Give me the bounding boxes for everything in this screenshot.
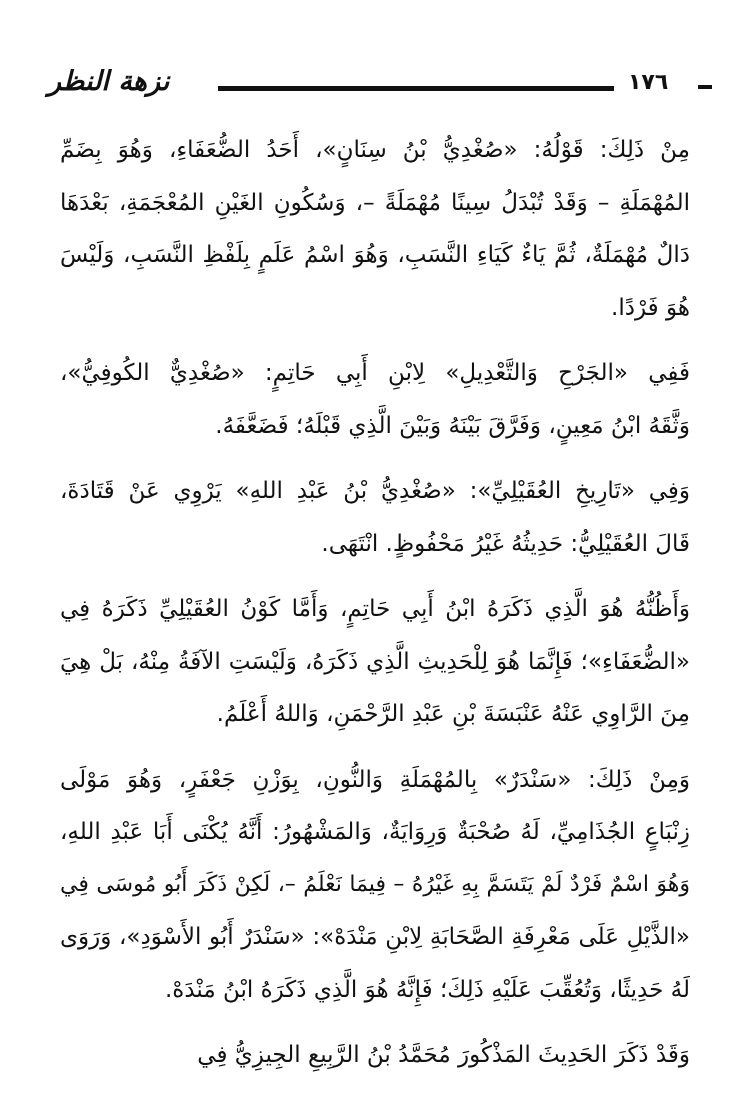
text-line: مِنَ الرَّاوِي عَنْهُ عَنْبَسَةَ بْنِ عَبْدِ الرَّحْمَنِ، وَاللهُ أَعْلَمُ. [216,701,690,727]
text-line: دَالٌ مُهْمَلَةٌ، ثُمَّ يَاءٌ كَيَاءِ النَّسَبِ، وَهُوَ اسْمُ عَلَمٍ بِلَفْظِ النَّسَبِ، وَلَيْسَ [60,242,690,268]
paragraph [60,583,690,741]
paragraph [60,124,690,334]
text-line: «الذَّيْلِ عَلَى مَعْرِفَةِ الصَّحَابَةِ لِابْنِ مَنْدَهْ»: «سَنْدَرٌ أَبُو الأَسْوَدِ»، وَرَوَى [60,924,690,950]
header-rule [218,86,614,91]
text-line: لَهُ حَدِيثًا، وَتُعُقِّبَ عَلَيْهِ ذَلِكَ؛ فَإِنَّهُ هُوَ الَّذِي ذَكَرَهُ ابْنُ مَنْدَهْ. [164,976,690,1003]
book-title: نزهة النظر [48,66,170,97]
text-line: وَفِي «تَارِيخِ العُقَيْلِيِّ»: «صُغْدِيُّ بْنُ عَبْدِ اللهِ» يَرْوِي عَنْ قَتَادَةَ، [60,478,690,504]
paragraph [60,465,690,570]
paragraph [60,754,690,1017]
text-line: قَالَ العُقَيْلِيُّ: حَدِيثُهُ غَيْرُ مَحْفُوظٍ. انْتَهَى. [321,530,690,557]
paragraph [60,347,690,452]
text-line: وَقَدْ ذَكَرَ الحَدِيثَ المَذْكُورَ مُحَمَّدُ بْنُ الرَّبِيعِ الجِيزِيُّ فِي [197,1042,690,1068]
paragraph [60,1029,690,1082]
text-line: المُهْمَلَةِ – وَقَدْ تُبْدَلُ سِينًا مُهْمَلَةً –، وَسُكُونِ الغَيْنِ المُعْجَمَةِ، بَعْدَهَا [60,189,690,216]
text-line: وَثَّقَهُ ابْنُ مَعِينٍ، وَفَرَّقَ بَيْنَهُ وَبَيْنَ الَّذِي قَبْلَهُ؛ فَضَعَّفَهُ. [215,412,690,439]
text-line: وَمِنْ ذَلِكَ: «سَنْدَرٌ» بِالمُهْمَلَةِ وَالنُّونِ، بِوَزْنِ جَعْفَرٍ، وَهُوَ مَوْلَى [60,766,690,793]
text-line: وَهُوَ اسْمٌ فَرْدٌ لَمْ يَتَسَمَّ بِهِ غَيْرُهُ – فِيمَا نَعْلَمُ –، لَكِنْ ذَكَرَ أَبُو مُوسَى فِي [60,871,690,897]
text-line: مِنْ ذَلِكَ: قَوْلُهُ: «صُغْدِيُّ بْنُ سِنَانٍ»، أَحَدُ الضُّعَفَاءِ، وَهُوَ بِضَمِّ [60,137,690,163]
main-text [60,124,690,1095]
text-line: زِنْبَاعٍ الجُذَامِيِّ، لَهُ صُحْبَةٌ وَرِوَايَةٌ، وَالمَشْهُورُ: أَنَّهُ يُكْنَى أَبَا عَبْدِ اللهِ، [60,819,690,845]
page-number-dash [698,85,712,89]
text-line: فَفِي «الجَرْحِ وَالتَّعْدِيلِ» لِابْنِ أَبِي حَاتِمٍ: «صُغْدِيٌّ الكُوفِيُّ»، [60,360,690,386]
text-line: وَأَظُنُّهُ هُوَ الَّذِي ذَكَرَهُ ابْنُ أَبِي حَاتِمٍ، وَأَمَّا كَوْنُ العُقَيْلِيِّ ذَكَرَهُ فِي [60,596,690,622]
text-line: «الضُّعَفَاءِ»؛ فَإِنَّمَا هُوَ لِلْحَدِيثِ الَّذِي ذَكَرَهُ، وَلَيْسَتِ الآفَةُ مِنْهُ، بَلْ هِيَ [60,648,690,675]
text-line: هُوَ فَرْدًا. [611,294,690,321]
page-number: ١٧٦ [628,70,669,95]
running-header [48,64,688,110]
